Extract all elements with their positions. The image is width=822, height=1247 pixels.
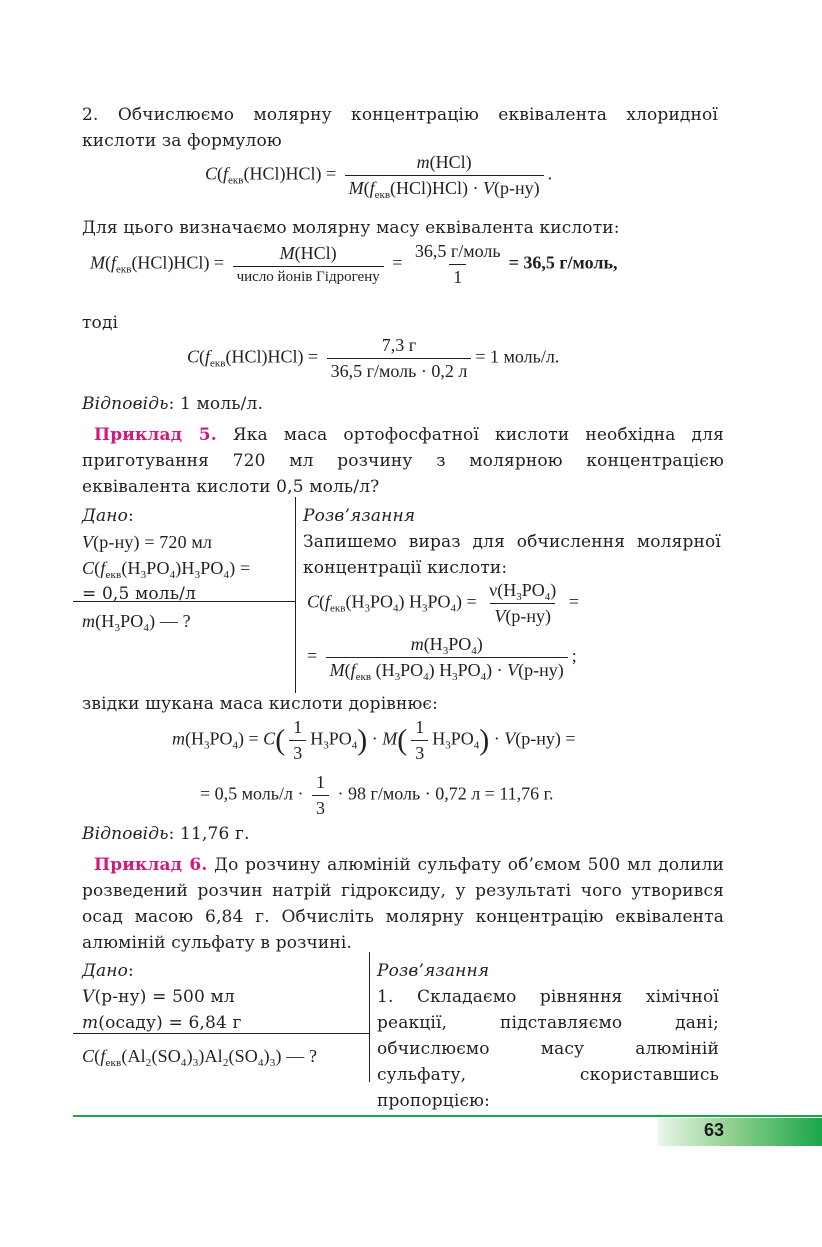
formula-mass-result: = 0,5 моль/л · $\frac{1}{3}$ · 98 г/моль · 0,72 л = 11,76 г.: [200, 772, 554, 818]
paragraph-then: тоді: [82, 313, 119, 333]
ex5-find: $m(H_3PO_4)$ — ?: [82, 611, 191, 634]
paragraph-whence: звідки шукана маса кислоти дорівнює:: [82, 694, 438, 714]
ex6-solution: Розв’язання 1. Складаємо рівняння хімічної реакції, підставляємо дані; обчислюємо масу алюміній сульфату, скориставшись пропорцією:: [377, 961, 719, 1111]
example-6-label: Приклад 6.: [94, 855, 208, 875]
formula-ex5-concentration-2: = $\frac{m(H_3PO_4)}{M(f_{екв} (H_3PO_4) H_3PO_4) \cdot V(р-ну)}$ ;: [307, 634, 577, 683]
example-5-label: Приклад 5.: [94, 425, 217, 445]
paragraph-step-2: 2. Обчислюємо молярну концентрацію еквівалента хлоридної кислоти за формулою: [82, 105, 718, 151]
ex6-find: $C(f_{екв}(Al_2(SO_4)_3)Al_2(SO_4)_3)$ — ?: [82, 1046, 318, 1069]
example-5: Приклад 5. Яка маса ортофосфатної кислоти необхідна для приготування 720 мл розчину з молярною концентрацією еквівалента кислоти 0,5 моль/л?: [82, 425, 724, 497]
example-6: Приклад 6. До розчину алюміній сульфату об’ємом 500 мл долили розведений розчин натрій гідроксиду, у результаті чого утворився осад масою 6,84 г. Обчисліть молярну концентрацію еквівалента алюміній сульфату в розчині.: [82, 855, 724, 953]
formula-molar-mass-equivalent: $M(f_{екв}(HCl)HCl)$ = $\frac{\text{M(HCl)}}{\text{число йонів Гідрогену}}$ = $\frac{\text{36,5 г/моль}}{1}$ = 36,5 г/моль,: [90, 241, 618, 287]
ex6-given: Дано: V(р-ну) = 500 мл m(осаду) = 6,84 г: [82, 961, 242, 1033]
ex5-solution: Розв’язання Запишемо вираз для обчислення молярної концентрації кислоти:: [303, 506, 721, 578]
answer-1: Відповідь: 1 моль/л.: [82, 394, 264, 414]
formula-ex5-concentration: $C(f_{екв}(H_3PO_4) H_3PO_4)$ = $\frac{\nu(H_3PO_4)}{V(р-ну)}$ =: [307, 580, 579, 626]
formula-molar-concentration: $C(f_{екв}(HCl)HCl)$ = $\frac{\text{m(HCl)}}{M(f_{екв}(HCl)HCl) \cdot V(р-ну)}$ .: [205, 152, 553, 201]
ex5-table-divider: [295, 497, 296, 693]
paragraph-molar-mass-intro: Для цього визначаємо молярну масу еквівалента кислоти:: [82, 218, 620, 238]
ex5-given: Дано: V(р-ну) = 720 мл $C(f_{екв}(H_3PO_4)H_3PO_4)$ = = 0,5 моль/л: [82, 506, 251, 604]
formula-concentration-result: $C(f_{екв}(HCl)HCl)$ = $\frac{7,3 г}{\text{36,5 г/моль · 0,2 л}}$ = 1 моль/л.: [187, 335, 560, 381]
footer-rule: [73, 1115, 822, 1117]
page-number: 63: [704, 1120, 725, 1140]
answer-2: Відповідь: 11,76 г.: [82, 824, 250, 844]
ex6-table-divider: [369, 952, 370, 1082]
formula-mass-acid: $m(H_3PO_4) = C$( $\frac{1}{3}$ $H_3PO_4) \cdot M$( $\frac{1}{3}$ $H_3PO_4) \cdot V(р-ну)$ =: [172, 717, 576, 763]
page-number-tab: [658, 1118, 822, 1146]
